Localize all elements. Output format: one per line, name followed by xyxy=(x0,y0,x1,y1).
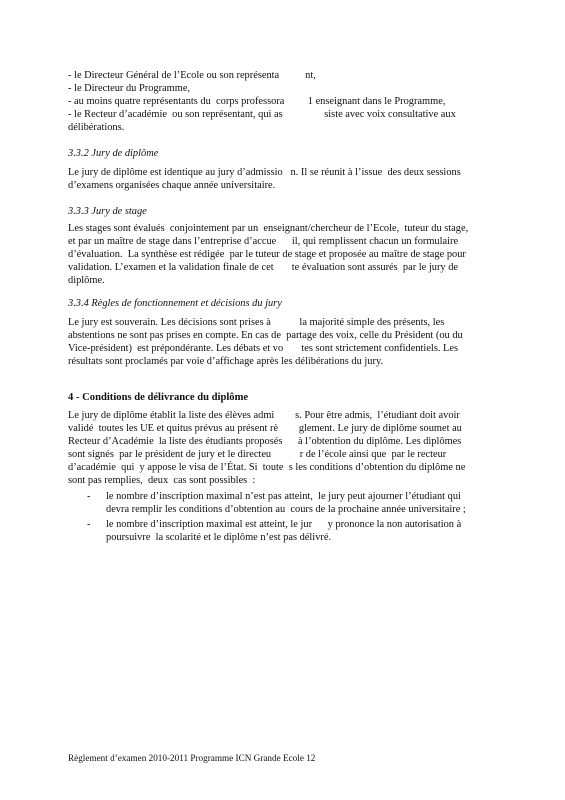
paragraph-line: d’académie qui y appose le visa de l’État. Si toute s les conditions d’obtention du diplôme ne xyxy=(68,462,466,473)
paragraph-line: abstentions ne sont pas prises en compte. En cas de partage des voix, celle du Président (ou du xyxy=(68,330,463,341)
paragraph-line: sont pas remplies, deux cas sont possibles : xyxy=(68,475,256,486)
paragraph-line: sont signés par le président de jury et le directeu r de l’école ainsi que par le recteur xyxy=(68,449,447,460)
paragraph-line: validation. L’examen et la validation finale de cet te évaluation sont assurés par le jury de xyxy=(68,262,458,273)
jury-member-line: - le Recteur d’académie ou son représentant, qui as siste avec voix consultative aux xyxy=(68,109,456,120)
section-heading-4: 4 - Conditions de délivrance du diplôme xyxy=(68,392,249,403)
paragraph-line: Le jury de diplôme est identique au jury d’admissio n. Il se réunit à l’issue des deux sessions xyxy=(68,167,461,178)
section-heading-3-3-2: 3.3.2 Jury de diplôme xyxy=(68,148,159,159)
paragraph-line: résultats sont proclamés par voie d’affichage après les délibérations du jury. xyxy=(68,356,384,367)
paragraph-line: Vice-président) est prépondérante. Les débats et vo tes sont strictement confidentiels. Les xyxy=(68,343,459,354)
paragraph-line: et par un maître de stage dans l’entreprise d’accue il, qui remplissent chacun un formulaire xyxy=(68,236,459,247)
paragraph-line: diplôme. xyxy=(68,275,105,286)
jury-member-line: - le Directeur Général de l’Ecole ou son représenta nt, xyxy=(68,70,316,81)
paragraph-line: d’évaluation. La synthèse est rédigée par le tuteur de stage et proposée au maître de stage pour xyxy=(68,249,466,260)
paragraph-line: Le jury de diplôme établit la liste des élèves admi s. Pour être admis, l’étudiant doit avoir xyxy=(68,410,460,421)
jury-member-line: délibérations. xyxy=(68,122,125,133)
bullet-line: le nombre d’inscription maximal est atteint, le jur y prononce la non autorisation à xyxy=(106,519,462,530)
bullet-dash: - xyxy=(87,519,91,530)
paragraph-line: d’examens organisées chaque année universitaire. xyxy=(68,180,276,191)
bullet-line: le nombre d’inscription maximal n’est pas atteint, le jury peut ajourner l’étudiant qui xyxy=(106,491,461,502)
jury-member-line: - au moins quatre représentants du corps professora 1 enseignant dans le Programme, xyxy=(68,96,446,107)
paragraph-line: validé toutes les UE et quitus prévus au présent rè glement. Le jury de diplôme soumet au xyxy=(68,423,462,434)
page-footer: Règlement d’examen 2010-2011 Programme ICN Grande Ecole 12 xyxy=(68,753,316,763)
jury-member-line: - le Directeur du Programme, xyxy=(68,83,191,94)
paragraph-line: Recteur d’Académie la liste des étudiants proposés à l’obtention du diplôme. Les diplômes xyxy=(68,436,462,447)
bullet-line: poursuivre la scolarité et le diplôme n’est pas délivré. xyxy=(106,532,332,543)
section-heading-3-3-3: 3.3.3 Jury de stage xyxy=(68,206,147,217)
section-heading-3-3-4: 3.3.4 Règles de fonctionnement et décisions du jury xyxy=(68,298,282,309)
paragraph-line: Le jury est souverain. Les décisions sont prises à la majorité simple des présents, les xyxy=(68,317,445,328)
bullet-dash: - xyxy=(87,491,91,502)
paragraph-line: Les stages sont évalués conjointement par un enseignant/chercheur de l’Ecole, tuteur du stage, xyxy=(68,223,469,234)
bullet-line: devra remplir les conditions d’obtention au cours de la prochaine année universitaire ; xyxy=(106,504,466,515)
